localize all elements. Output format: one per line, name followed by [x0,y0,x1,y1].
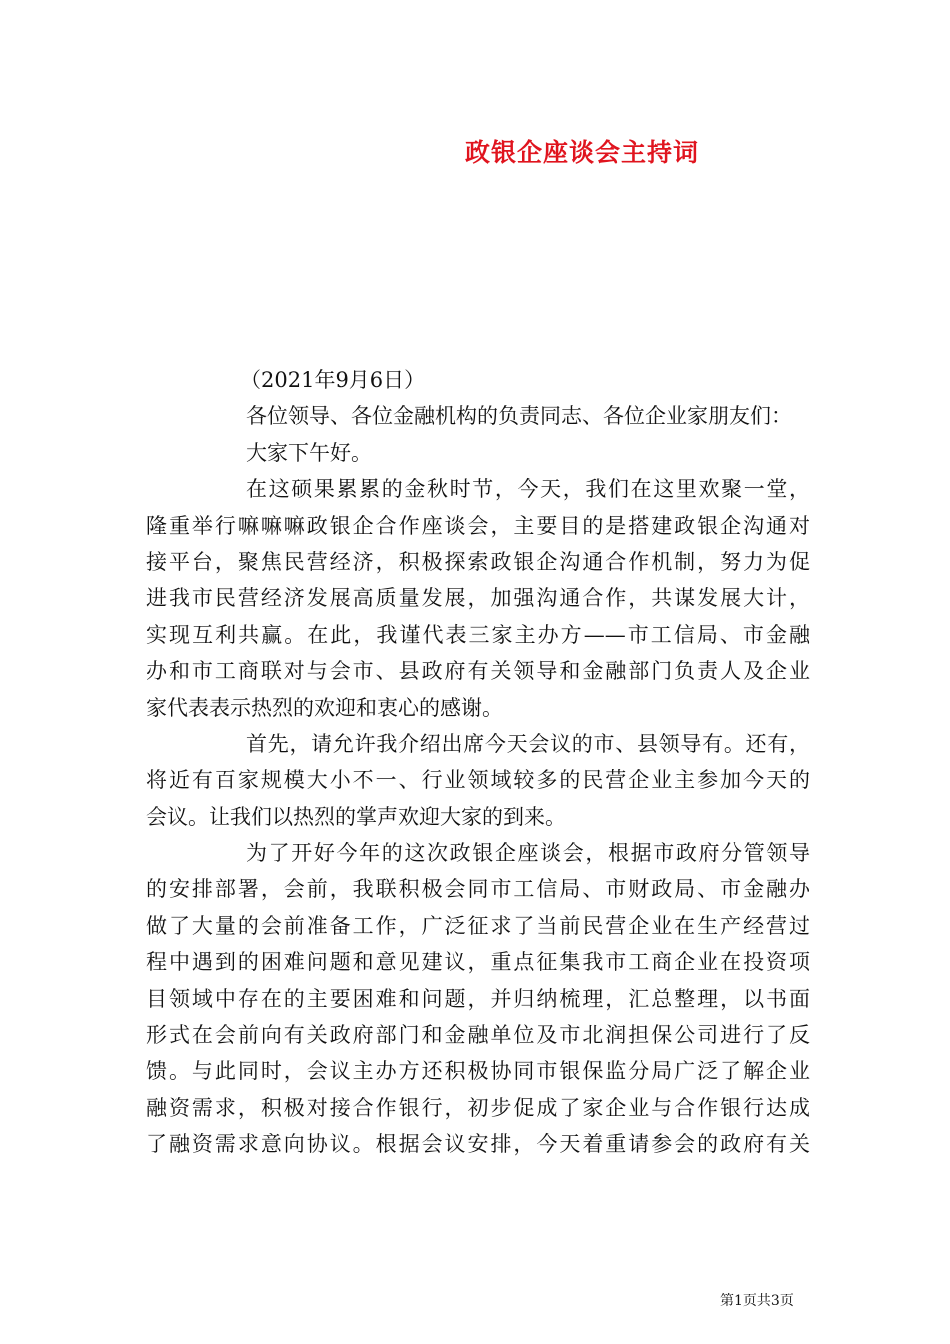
document-title: 政银企座谈会主持词 [464,138,699,167]
paragraph-introduction [146,726,810,835]
salutation: 各位领导、各位金融机构的负责同志、各位企业家朋友们： [246,404,792,429]
paragraph-line: 了融资需求意向协议。根据会议安排，今天着重请参会的政府有关 [146,1132,810,1157]
paragraph-line: 的安排部署，会前，我联积极会同市工信局、市财政局、市金融办 [146,877,810,902]
paragraph-line: 程中遇到的困难问题和意见建议，重点征集我市工商企业在投资项 [146,950,810,975]
paragraph-line: 在这硕果累累的金秋时节，今天，我们在这里欢聚一堂， [246,477,810,502]
paragraph-line: 家代表表示热烈的欢迎和衷心的感谢。 [146,695,503,720]
paragraph-line: 融资需求，积极对接合作银行，初步促成了家企业与合作银行达成 [146,1095,810,1120]
paragraph-line: 做了大量的会前准备工作，广泛征求了当前民营企业在生产经营过 [146,913,810,938]
paragraph-line: 目领域中存在的主要困难和问题，并归纳梳理，汇总整理，以书面 [146,986,810,1011]
paragraph-line: 隆重举行嘛嘛嘛政银企合作座谈会，主要目的是搭建政银企沟通对 [146,513,810,538]
paragraph-line: 将近有百家规模大小不一、行业领域较多的民营企业主参加今天的 [146,768,810,793]
paragraph-line: 会议。让我们以热烈的掌声欢迎大家的到来。 [146,804,566,829]
paragraph-line: 进我市民营经济发展高质量发展，加强沟通合作，共谋发展大计， [146,586,810,611]
paragraph-line: 接平台，聚焦民营经济，积极探索政银企沟通合作机制，努力为促 [146,549,810,574]
page-number: 第1页共3页 [720,1293,794,1309]
paragraph-line: 馈。与此同时，会议主办方还积极协同市银保监分局广泛了解企业 [146,1059,810,1084]
document-body [146,362,810,1163]
paragraph-line: 首先，请允许我介绍出席今天会议的市、县领导有。还有， [246,731,810,756]
paragraph-line: 办和市工商联对与会市、县政府有关领导和金融部门负责人及企业 [146,659,810,684]
meeting-date: （2021年9月6日） [240,368,426,392]
paragraph-line: 实现互利共赢。在此，我谨代表三家主办方——市工信局、市金融 [146,622,810,647]
paragraph-opening [146,471,810,726]
paragraph-line: 为了开好今年的这次政银企座谈会，根据市政府分管领导 [246,841,810,866]
paragraph-preparation [146,835,810,1163]
greeting: 大家下午好。 [246,440,372,465]
paragraph-line: 形式在会前向有关政府部门和金融单位及市北润担保公司进行了反 [146,1023,810,1048]
